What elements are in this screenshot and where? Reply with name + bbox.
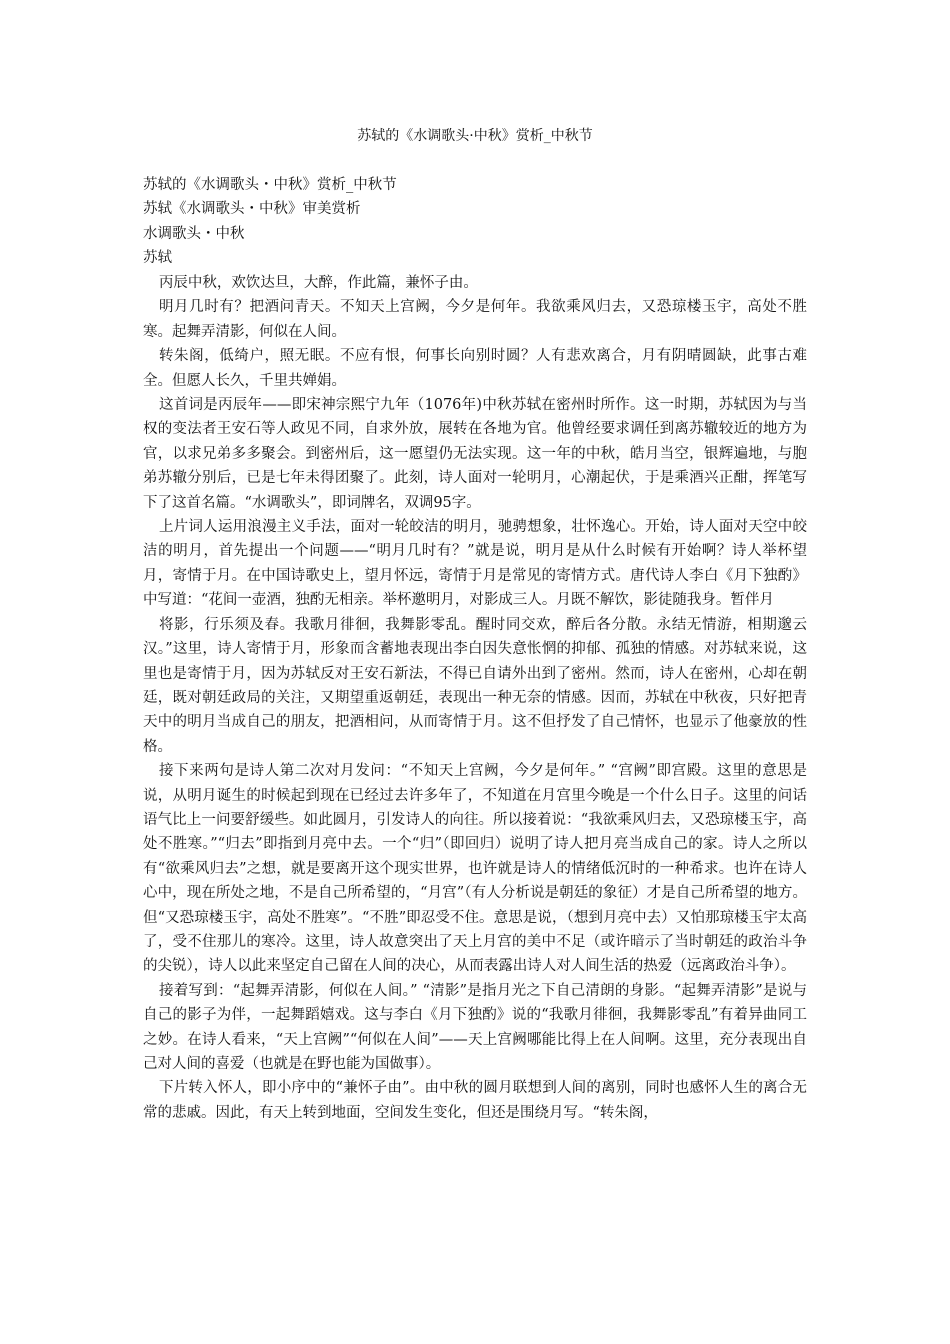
paragraph-preface: 丙辰中秋，欢饮达旦，大醉，作此篇，兼怀子由。 <box>158 275 478 291</box>
paragraph-poem-part1: 明月几时有？把酒问青天。不知天上宫阙，今夕是何年。我欲乘风归去，又恐琼楼玉宇，高处不胜寒。起舞弄清影，何似在人间。 <box>143 299 807 340</box>
paragraph-analysis-2: 将影，行乐须及春。我歌月徘徊，我舞影零乱。醒时同交欢，醉后各分散。永结无情游，相期邈云汉。”这里，诗人寄情于月，形象而含蓄地表现出李白因失意怅惘的抑郁、孤独的情感。对苏轼来说，这里也是寄情于月，因为苏轼反对王安石新法，不得已自请外出到了密州。然而，诗人在密州，心却在朝廷，既对朝廷政局的关注，又期望重返朝廷，表现出一种无奈的情感。因而，苏轼在中秋夜，只好把青天中的明月当成自己的朋友，把酒相问，从而寄情于月。这不但抒发了自己情怀，也显示了他豪放的性格。 <box>143 616 807 755</box>
body-text <box>143 271 807 1125</box>
heading-line-author: 苏轼 <box>143 250 172 267</box>
document-title: 苏轼的《水调歌头·中秋》赏析_中秋节 <box>357 128 593 144</box>
paragraph-analysis-1: 上片词人运用浪漫主义手法，面对一轮皎洁的明月，驰骋想象，壮怀逸心。开始，诗人面对天空中皎洁的明月，首先提出一个问题——“明月几时有？”就是说，明月是从什么时候有开始啊？诗人举杯望月，寄情于月。在中国诗歌史上，望月怀远，寄情于月是常见的寄情方式。唐代诗人李白《月下独酌》中写道：“花间一壶酒，独酌无相亲。举杯邀明月，对影成三人。月既不解饮，影徒随我身。暂伴月 <box>143 519 807 609</box>
paragraph-analysis-3: 接下来两句是诗人第二次对月发问：“不知天上宫阙，今夕是何年。” “宫阙”即宫殿。这里的意思是说，从明月诞生的时候起到现在已经过去许多年了，不知道在月宫里今晚是一个什么日子。这里的问话语气比上一问要舒缓些。如此圆月，引发诗人的向往。所以接着说：“我欲乘风归去，又恐琼楼玉宇，高处不胜寒。”“归去”即指到月亮中去。一个“归”（即回归）说明了诗人把月亮当成自己的家。诗人之所以有“欲乘风归去”之想，就是要离开这个现实世界，也许就是诗人的情绪低沉时的一种希求。也许在诗人心中，现在所处之地，不是自己所希望的，“月宫”（有人分析说是朝廷的象征）才是自己所希望的地方。但“又恐琼楼玉宇，高处不胜寒”。“不胜”即忍受不住。意思是说，（想到月亮中去）又怕那琼楼玉宇太高了，受不住那儿的寒冷。这里，诗人故意突出了天上月宫的美中不足（或许暗示了当时朝廷的政治斗争的尖锐），诗人以此来坚定自己留在人间的决心，从而表露出诗人对人间生活的热爱（远离政治斗争）。 <box>143 763 807 975</box>
paragraph-poem-part2: 转朱阁，低绮户，照无眠。不应有恨，何事长向别时圆？人有悲欢离合，月有阴晴圆缺，此事古难全。但愿人长久，千里共婵娟。 <box>143 348 807 389</box>
paragraph-analysis-5: 下片转入怀人，即小序中的“兼怀子由”。由中秋的圆月联想到人间的离别，同时也感怀人生的离合无常的悲戚。因此，有天上转到地面，空间发生变化，但还是围绕月写。“转朱阁， <box>143 1080 807 1121</box>
heading-block <box>143 173 807 271</box>
heading-line-article-title: 苏轼的《水调歌头・中秋》赏析_中秋节 <box>143 177 397 193</box>
paragraph-analysis-4: 接着写到：“起舞弄清影，何似在人间。” “清影”是指月光之下自己清朗的身影。“起舞弄清影”是说与自己的影子为伴，一起舞蹈嬉戏。这与李白《月下独酌》说的“我歌月徘徊，我舞影零乱”有着异曲同工之妙。在诗人看来，“天上宫阙”“何似在人间”——天上宫阙哪能比得上在人间啊。这里，充分表现出自己对人间的喜爱（也就是在野也能为国做事）。 <box>143 982 807 1072</box>
paragraph-background: 这首词是丙辰年——即宋神宗熙宁九年（1076年)中秋苏轼在密州时所作。这一时期，苏轼因为与当权的变法者王安石等人政见不同，自求外放，展转在各地为官。他曾经要求调任到离苏辙较近的地方为官，以求兄弟多多聚会。到密州后，这一愿望仍无法实现。这一年的中秋，皓月当空，银辉遍地，与胞弟苏辙分别后，已是七年未得团聚了。此刻，诗人面对一轮明月，心潮起伏，于是乘酒兴正酣，挥笔写下了这首名篇。“水调歌头”，即词牌名，双调95字。 <box>143 397 807 511</box>
heading-line-subtitle: 苏轼《水调歌头・中秋》审美赏析 <box>143 201 361 218</box>
heading-line-poem-title: 水调歌头・中秋 <box>143 225 245 242</box>
